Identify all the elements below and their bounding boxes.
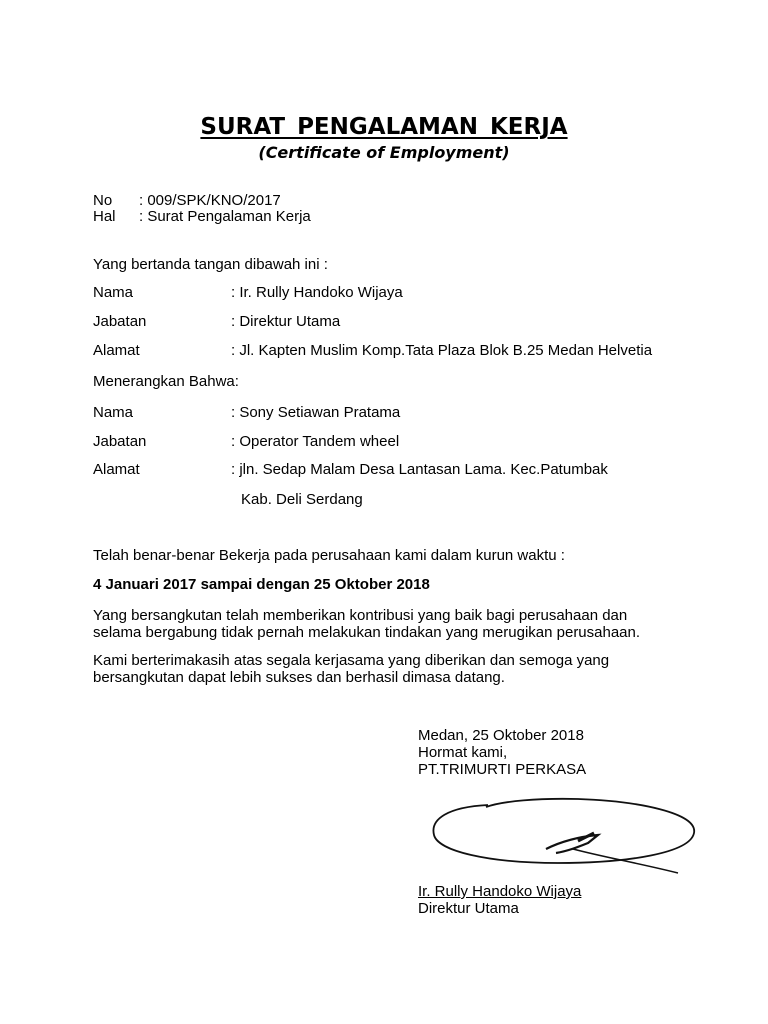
employment-period: 4 Januari 2017 sampai dengan 25 Oktober 2018 xyxy=(93,576,430,593)
ref-hal-label: Hal xyxy=(93,208,116,225)
employee-nama-value: : Sony Setiawan Pratama xyxy=(231,404,401,421)
closing-signer-title: Direktur Utama xyxy=(418,900,519,917)
signer-jabatan-value: : Direktur Utama xyxy=(231,313,341,330)
paragraph-1-line-1: Yang bersangkutan telah memberikan kontribusi yang baik bagi perusahaan dan xyxy=(93,607,628,624)
closing-company: PT.TRIMURTI PERKASA xyxy=(418,761,587,778)
ref-no-value: : 009/SPK/KNO/2017 xyxy=(139,192,281,209)
closing-regards: Hormat kami, xyxy=(418,744,508,761)
paragraph-2-line-2: bersangkutan dapat lebih sukses dan berhasil dimasa datang. xyxy=(93,669,505,686)
closing-place-date: Medan, 25 Oktober 2018 xyxy=(418,727,584,744)
ref-hal-value: : Surat Pengalaman Kerja xyxy=(139,208,311,225)
signer-alamat-value: : Jl. Kapten Muslim Komp.Tata Plaza Blok B.25 Medan Helvetia xyxy=(231,342,653,359)
employee-alamat-label: Alamat xyxy=(93,461,140,478)
intro-text: Yang bertanda tangan dibawah ini : xyxy=(93,256,328,273)
signer-alamat-label: Alamat xyxy=(93,342,140,359)
signer-nama-label: Nama xyxy=(93,284,134,301)
signature-image xyxy=(428,793,708,883)
ref-no-label: No xyxy=(93,192,113,209)
document-subtitle: (Certificate of Employment) xyxy=(258,143,510,162)
closing-signer-name: Ir. Rully Handoko Wijaya xyxy=(418,883,582,900)
employee-alamat-value: : jln. Sedap Malam Desa Lantasan Lama. Kec.Patumbak xyxy=(231,461,608,478)
signer-jabatan-label: Jabatan xyxy=(93,313,147,330)
paragraph-1-line-2: selama bergabung tidak pernah melakukan tindakan yang merugikan perusahaan. xyxy=(93,624,641,641)
employee-nama-label: Nama xyxy=(93,404,134,421)
signer-nama-value: : Ir. Rully Handoko Wijaya xyxy=(231,284,403,301)
employee-alamat-value-2: Kab. Deli Serdang xyxy=(241,491,363,508)
document-title: SURAT PENGALAMAN KERJA xyxy=(200,114,568,140)
paragraph-2-line-1: Kami berterimakasih atas segala kerjasama yang diberikan dan semoga yang xyxy=(93,652,610,669)
employment-intro: Telah benar-benar Bekerja pada perusahaan kami dalam kurun waktu : xyxy=(93,547,565,564)
employee-jabatan-label: Jabatan xyxy=(93,433,147,450)
employee-jabatan-value: : Operator Tandem wheel xyxy=(231,433,400,450)
statement-intro: Menerangkan Bahwa: xyxy=(93,373,239,390)
